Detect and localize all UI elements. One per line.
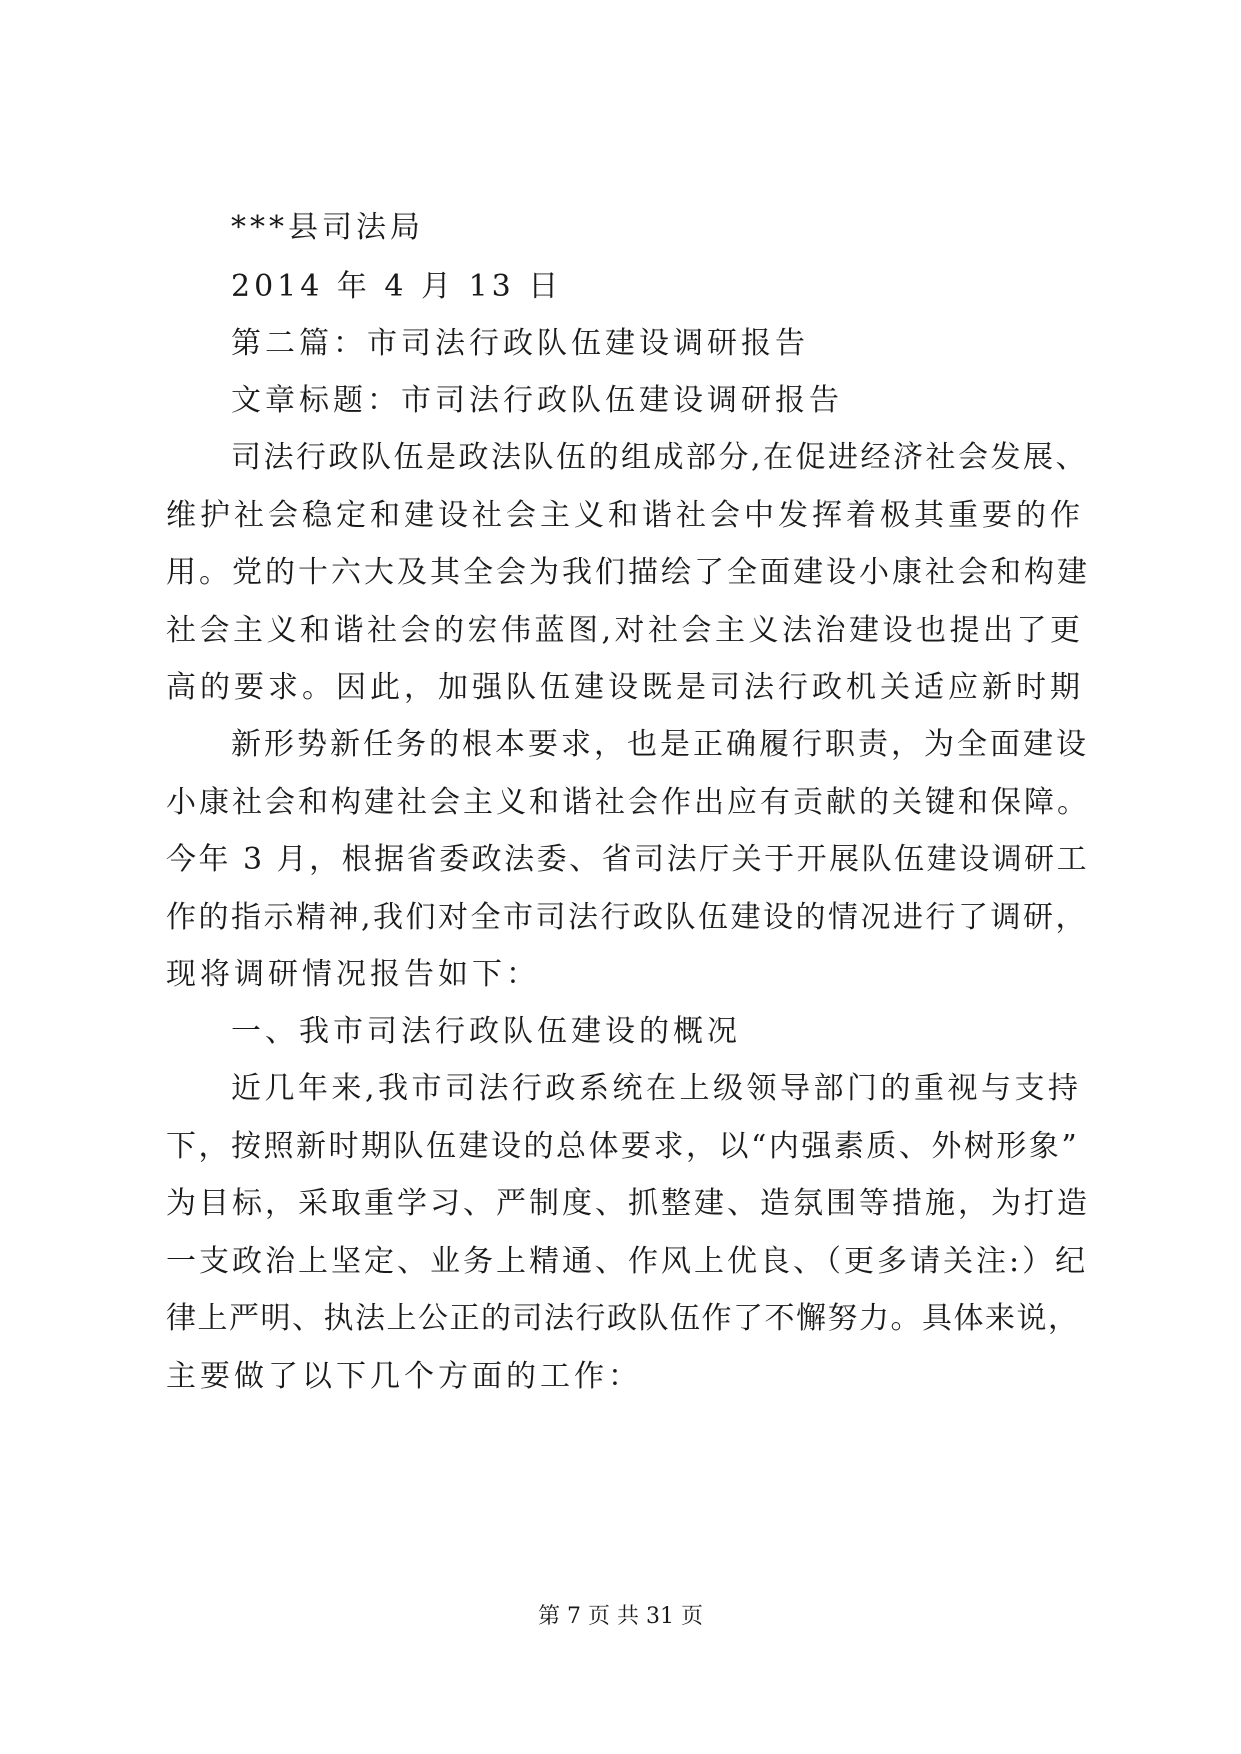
paragraph-line: 主要做了以下几个方面的工作：	[166, 1359, 642, 1394]
date-line: 2014 年 4 月 13 日	[231, 269, 563, 304]
paragraph-line: 下，按照新时期队伍建设的总体要求，以“内强素质、外树形象”	[166, 1129, 1080, 1164]
paragraph-line: 维护社会稳定和建设社会主义和谐社会中发挥着极其重要的作	[166, 498, 1084, 533]
issuer-line: ***县司法局	[231, 210, 424, 245]
paragraph-line: 作的指示精神,我们对全市司法行政队伍建设的情况进行了调研，	[166, 900, 1089, 935]
paragraph-line: 新形势新任务的根本要求，也是正确履行职责，为全面建设	[231, 727, 1089, 762]
paragraph-line: 小康社会和构建社会主义和谐社会作出应有贡献的关键和保障。	[166, 785, 1090, 820]
article-title: 文章标题：市司法行政队伍建设调研报告	[231, 383, 843, 418]
paragraph-line: 近几年来,我市司法行政系统在上级领导部门的重视与支持	[231, 1071, 1082, 1106]
section-heading: 一、我市司法行政队伍建设的概况	[231, 1014, 741, 1049]
paragraph-line: 今年 3 月，根据省委政法委、省司法厅关于开展队伍建设调研工	[166, 842, 1090, 877]
paragraph-line: 社会主义和谐社会的宏伟蓝图,对社会主义法治建设也提出了更	[166, 613, 1084, 648]
paragraph-line: 高的要求。因此，加强队伍建设既是司法行政机关适应新时期	[166, 670, 1084, 705]
paragraph-line: 司法行政队伍是政法队伍的组成部分,在促进经济社会发展、	[231, 440, 1089, 475]
paragraph-line: 律上严明、执法上公正的司法行政队伍作了不懈努力。具体来说，	[166, 1301, 1080, 1336]
paragraph-line: 一支政治上坚定、业务上精通、作风上优良、（更多请关注:）纪	[166, 1244, 1089, 1279]
paragraph-line: 为目标，采取重学习、严制度、抓整建、造氛围等措施，为打造	[166, 1186, 1090, 1221]
part-title: 第二篇：市司法行政队伍建设调研报告	[231, 326, 809, 361]
paragraph-line: 用。党的十六大及其全会为我们描绘了全面建设小康社会和构建	[166, 555, 1090, 590]
page-number-footer: 第 7 页 共 31 页	[538, 1604, 703, 1629]
paragraph-line: 现将调研情况报告如下：	[166, 957, 540, 992]
